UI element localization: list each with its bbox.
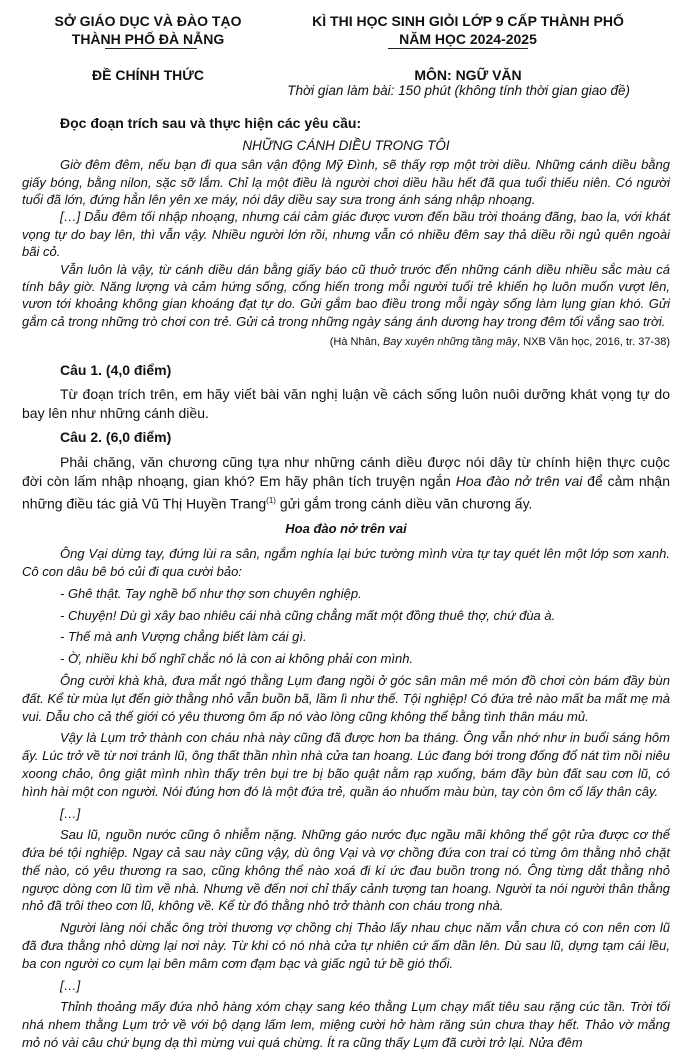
- dialog-line: - Ghê thật. Tay nghề bố như thợ sơn chuyên nghiệp.: [60, 585, 362, 601]
- q2-text-3: gửi gắm trong cánh diều văn chương ấy.: [275, 495, 533, 512]
- footnote-mark: (1): [266, 496, 276, 506]
- excerpt-paragraph: Giờ đêm đêm, nếu bạn đi qua sân vận động Mỹ Đình, sẽ thấy rợp một trời diều. Những cánh diều bằng giấy bóng, bằng nilon, sặc sỡ lắm. Chỉ lạ một điều là người chơi diều hầu hết đã qua tuổi thiếu niên. Có người tuổi đã lớn, đứng hẳn lên yên xe máy, nói dây diều say sưa trong ánh sáng nhập nhoạng.: [22, 157, 670, 207]
- header-divider-left: [105, 48, 197, 49]
- omission-mark: […]: [60, 805, 81, 821]
- school-year: NĂM HỌC 2024-2025: [399, 31, 537, 47]
- city-name: THÀNH PHỐ ĐÀ NẴNG: [71, 31, 225, 47]
- story-title: Hoa đào nở trên vai: [285, 520, 407, 536]
- department-header: [22, 12, 274, 48]
- question-1-title: Câu 1. (4,0 điểm): [60, 361, 172, 378]
- excerpt-paragraph: […] Dẫu đêm tối nhập nhoạng, nhưng cái cảm giác được vươn đến bầu trời thoáng đãng, bao la, với khát vọng tự do bay lên, thì vẫn vậy. Nhiều người lớn rồi, nhưng vẫn có nhiều đêm say thả diều rồi ngủ quên ngoài bãi cỏ.: [22, 209, 670, 260]
- question-2-body: [22, 453, 670, 514]
- excerpt-source: [22, 334, 670, 352]
- source-suffix: , NXB Văn học, 2016, tr. 37-38): [517, 336, 670, 349]
- excerpt-title: NHỮNG CÁNH DIỀU TRONG TÔI: [242, 137, 450, 153]
- dialog-line: - Ờ, nhiều khi bố nghĩ chắc nó là con ai không phải con mình.: [60, 651, 414, 667]
- story-paragraph: Ông cười khà khà, đưa mắt ngó thằng Lụm đang ngồi ở góc sân mân mê món đồ chơi còn bám đầy bùn đất. Kể từ mùa lụt đến giờ thằng nhỏ vẫn buồn bã, lầm lì như thế. Tội nghiệp! Có đứa trẻ nào mất ba mất mẹ mà vui. Dẫu cho cả thế giới có yêu thương ôm ấp nó vào lòng cũng không thể bằng tình thân máu mủ.: [22, 673, 670, 724]
- department-name: SỞ GIÁO DỤC VÀ ĐÀO TẠO: [54, 13, 242, 29]
- story-paragraph: Ông Vại dừng tay, đứng lùi ra sân, ngắm nghía lại bức tường mình vừa tự tay quét lên một lớp sơn xanh. Cô con dâu bê bó củi đi qua cười bảo:: [22, 546, 670, 580]
- story-paragraph: Vậy là Lụm trở thành con cháu nhà này cũng đã được hơn ba tháng. Ông vẫn nhớ như in buổi sáng hôm ấy. Lúc trở về từ nơi tránh lũ, ông thất thần nhìn nhà cửa tan hoang. Lúc đang bới trong đống đổ nát tìm nồi niêu xoong chảo, ông giật mình nhìn thấy trên bụi tre bị bão quật nằm rạp xuống, bám đầy bùn đất sau cơn lũ, có hình hài một con người. Nói đúng hơn đó là một đứa trẻ, quần áo nhuốm màu bùn, tay còn ôm cố lấy thân cây.: [22, 730, 670, 799]
- dialog-line: - Thế mà anh Vượng chẳng biết làm cái gì.: [60, 629, 307, 645]
- exam-header: [288, 12, 648, 48]
- omission-mark: […]: [60, 977, 81, 993]
- source-book: Bay xuyên những tầng mây: [382, 336, 518, 349]
- story-paragraph: Sau lũ, nguồn nước cũng ô nhiễm nặng. Những gáo nước đục ngầu mãi không thể gột rửa được cơ thể đứa bé tội nghiệp. Ngay cả sau này cũng vậy, dù ông Vại và vợ chồng đứa con trai có từng ôm thằng nhỏ chặt thế nào, có yêu thương ra sao, cũng không thể nào xoá đi kí ức đau buồn trong nó. Ông từng dắt thằng nhỏ ngược dòng cơn lũ tìm về nhà. Nhưng về đến nơi chỉ thấy cảnh tượng tan hoang. Người ta nói người thân thằng nhỏ đã trôi theo cơn lũ, không về. Kể từ đó thằng nhỏ trở thành con cháu trong nhà.: [22, 827, 670, 914]
- official-label: ĐỀ CHÍNH THỨC: [92, 67, 204, 83]
- excerpt-paragraph: Vẫn luôn là vậy, từ cánh diều dán bằng giấy báo cũ thuở trước đến những cánh diều nhiều sắc màu cá tính bây giờ. Năng lượng và cảm hứng sống, cống hiến trong mỗi người tuổi trẻ khiến họ luôn muốn vượt lên, vươn tới khoảng không gian khoáng đạt tự do. Gửi gắm bao điều trong mỗi ngày sống làm lụng gian khó. Gửi gắm cả trong những trò chơi con trẻ. Gửi cả trong những ngày sáng ánh dương hay trong đêm tối vắng sao trời.: [22, 261, 670, 329]
- story-paragraph: Người làng nói chắc ông trời thương vợ chồng chị Thảo lấy nhau chục năm vẫn chưa có con nên cơn lũ đã đưa thằng nhỏ dừng lại nơi này. Từ khi có nó nhà cửa tự nhiên cứ ấm dần lên. Dù sau lũ, dựng tạm cái lều, ba con người co cụm lại bên mâm cơm đạm bạc và giấc ngủ tứ bề gió thổi.: [22, 920, 670, 971]
- time-limit: Thời gian làm bài: 150 phút (không tính thời gian giao đề): [287, 83, 630, 98]
- question-2-title: Câu 2. (6,0 điểm): [60, 429, 172, 446]
- question-1-body: Từ đoạn trích trên, em hãy viết bài văn nghị luận về cách sống luôn nuôi dưỡng khát vọng tự do bay lên như những cánh diều.: [22, 386, 670, 422]
- subject-label: MÔN: NGỮ VĂN: [414, 67, 522, 83]
- q2-work-title: Hoa đào nở trên vai: [455, 473, 583, 490]
- reading-instruction: Đọc đoạn trích sau và thực hiện các yêu cầu:: [60, 115, 362, 131]
- q2-text-2: để cảm nhận những điều tác giả Vũ Thị Huyền Trang: [22, 473, 670, 512]
- source-prefix: (Hà Nhân,: [329, 336, 383, 349]
- exam-content: [22, 115, 670, 1056]
- dialog-line: - Chuyện! Dù gì xây bao nhiêu cái nhà cũng chẳng mất một đồng thuê thợ, chứ đùa à.: [60, 607, 556, 623]
- q2-text-1: Phải chăng, văn chương cũng tựa như những cánh diều được nói dây từ chính hiện thực cuộc đời còn lấm nhập nhoạng, gian khó? Em hãy phân tích truyện ngắn: [22, 454, 670, 490]
- header-divider-right: [388, 48, 528, 49]
- story-paragraph: Thỉnh thoảng mấy đứa nhỏ hàng xóm chạy sang kéo thằng Lụm chạy mất tiêu sau rặng cúc tần. Trời tối nhá nhem thằng Lụm trở về với bộ dạng lấm lem, miệng cười hở hàm răng sún chưa thay hết. Thảo vờ mắng mỏ nó vài câu chứ bụng dạ thì mừng vui quá chừng. Ít ra cũng thấy Lụm đã cười trở lại. Nửa đêm: [22, 999, 670, 1050]
- exam-name: KÌ THI HỌC SINH GIỎI LỚP 9 CẤP THÀNH PHỐ: [312, 13, 624, 29]
